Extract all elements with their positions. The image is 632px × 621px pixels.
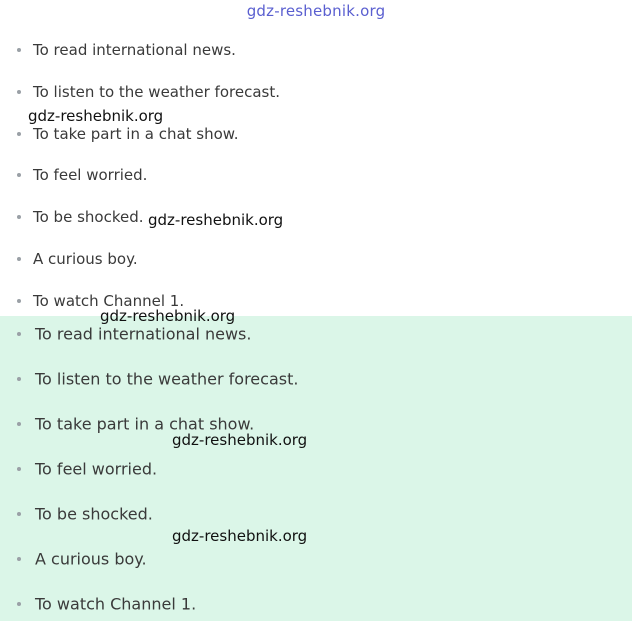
- bullet-icon: [17, 377, 21, 381]
- list-item-text: To watch Channel 1.: [35, 594, 197, 614]
- watermark-text: gdz-reshebnik.org: [28, 107, 164, 125]
- list-item-text: To listen to the weather forecast.: [33, 83, 280, 101]
- list-item: [0, 456, 632, 482]
- list-item-text: To feel worried.: [33, 166, 148, 184]
- list-item: [0, 591, 632, 617]
- bullet-icon: [17, 90, 21, 94]
- list-item: [0, 289, 632, 313]
- list-item-text: To take part in a chat show.: [33, 125, 239, 143]
- list-item: [0, 247, 632, 271]
- watermark-text: gdz-reshebnik.org: [172, 431, 308, 449]
- list-item-text: To listen to the weather forecast.: [35, 369, 299, 389]
- bullet-icon: [17, 48, 21, 52]
- list-item-text: A curious boy.: [35, 549, 147, 569]
- list-item: [0, 163, 632, 187]
- list-item-text: To be shocked.: [33, 208, 144, 226]
- list-item-text: To feel worried.: [35, 459, 158, 479]
- list-item: [0, 366, 632, 392]
- bullet-icon: [17, 557, 21, 561]
- list-item: [0, 122, 632, 146]
- top-watermark: gdz-reshebnik.org: [246, 2, 386, 20]
- bullet-icon: [17, 422, 21, 426]
- bullet-icon: [17, 467, 21, 471]
- bullet-icon: [17, 299, 21, 303]
- list-item-text: To read international news.: [33, 41, 236, 59]
- bullet-icon: [17, 173, 21, 177]
- list-item-text: To watch Channel 1.: [33, 292, 185, 310]
- list-item-text: To read international news.: [35, 324, 252, 344]
- list-item: [0, 501, 632, 527]
- bullet-icon: [17, 215, 21, 219]
- bullet-icon: [17, 132, 21, 136]
- watermark-text: gdz-reshebnik.org: [100, 307, 236, 325]
- bullet-icon: [17, 512, 21, 516]
- bullet-icon: [17, 257, 21, 261]
- list-item: [0, 546, 632, 572]
- list-item-text: To take part in a chat show.: [35, 414, 255, 434]
- list-item: [0, 38, 632, 62]
- bullet-icon: [17, 332, 21, 336]
- bullet-icon: [17, 602, 21, 606]
- list-item: [0, 321, 632, 347]
- list-item: [0, 80, 632, 104]
- watermark-text: gdz-reshebnik.org: [172, 527, 308, 545]
- watermark-text: gdz-reshebnik.org: [148, 211, 284, 229]
- list-item: [0, 205, 632, 229]
- list-item-text: To be shocked.: [35, 504, 153, 524]
- list-item-text: A curious boy.: [33, 250, 138, 268]
- list-item: [0, 411, 632, 437]
